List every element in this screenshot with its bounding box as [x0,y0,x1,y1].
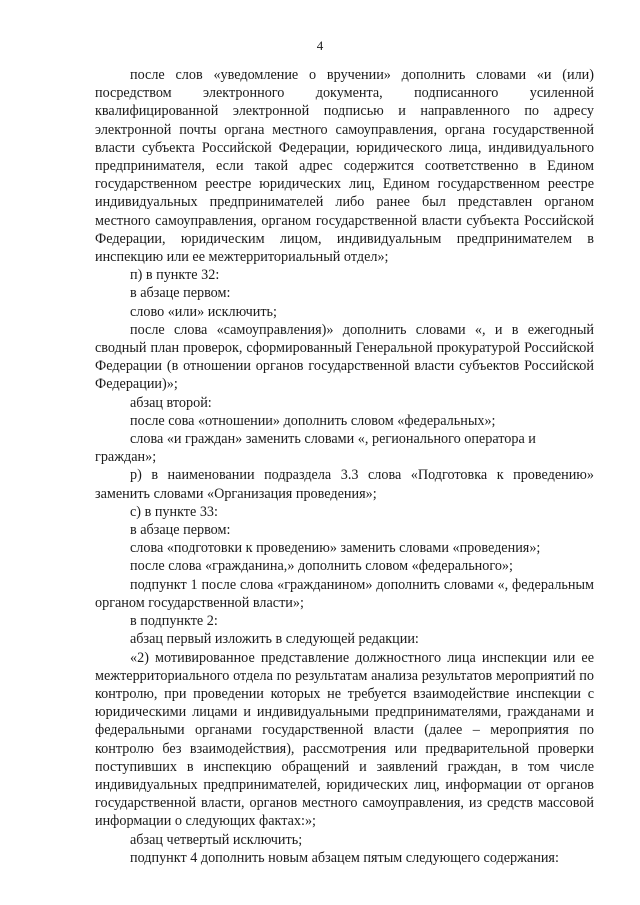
paragraph: слова «и граждан» заменить словами «, регионального оператора и граждан»; [95,431,536,466]
paragraph: в подпункте 2: [130,613,218,630]
paragraph: абзац первый изложить в следующей редакции: [130,631,419,648]
paragraph: в абзаце первом: [130,522,231,539]
paragraph: «2) мотивированное представление должностного лица инспекции или ее межтерриториального отдела по результатам анализа результатов мероприятий по контролю, при проведении которых не требуется взаимодействие инспекции с юридическими лицами и индивидуальными предпринимателями, гражданами и федеральными органами государственной власти (далее – мероприятия по контролю без взаимодействия), рассмотрения или предварительной проверки поступивших в инспекцию обращений и заявлений граждан, в том числе индивидуальных предпринимателей, юридических лиц, информации от органов государственной власти, органов местного самоуправления, из средств массовой информации о следующих фактах:»; [95,649,594,830]
paragraph: в абзаце первом: [130,285,231,302]
paragraph: р) в наименовании подраздела 3.3 слова «Подготовка к проведению» заменить словами «Организация проведения»; [95,467,594,502]
paragraph: слово «или» исключить; [130,303,277,320]
paragraph: абзац второй: [130,394,212,411]
paragraph: после слов «уведомление о вручении» дополнить словами «и (или) посредством электронного документа, подписанного усиленной квалифицированной электронной подписью и направленного по адресу электронной почты органа местного самоуправления, органа государственной власти субъекта Российской Федерации, юридического лица, индивидуального предпринимателя, если такой адрес содержится соответственно в Едином государственном реестре юридических лиц, Едином государственном реестре индивидуальных предпринимателей либо ранее был представлен органом местного самоуправления, органом государственной власти субъекта Российской Федерации, юридическим лицом, индивидуальным предпринимателем в инспекцию или ее межтерриториальный отдел»; [95,67,594,266]
paragraph: абзац четвертый исключить; [130,831,303,848]
paragraph: подпункт 1 после слова «гражданином» дополнить словами «, федеральным органом государственной власти»; [95,576,594,611]
paragraph: слова «подготовки к проведению» заменить словами «проведения»; [130,540,541,557]
paragraph: с) в пункте 33: [130,503,218,520]
paragraph: подпункт 4 дополнить новым абзацем пятым следующего содержания: [130,849,559,866]
page-number: 4 [316,38,324,53]
paragraph: после сова «отношении» дополнить словом «федеральных»; [130,412,496,429]
document-body [95,66,594,867]
paragraph: после слова «самоуправления)» дополнить словами «, и в ежегодный сводный план проверок, сформированный Генеральной прокуратурой Российской Федерации (в отношении органов государственной власти субъектов Российской Федерации)»; [95,321,594,393]
paragraph: п) в пункте 32: [130,267,220,284]
paragraph: после слова «гражданина,» дополнить словом «федерального»; [130,558,513,575]
